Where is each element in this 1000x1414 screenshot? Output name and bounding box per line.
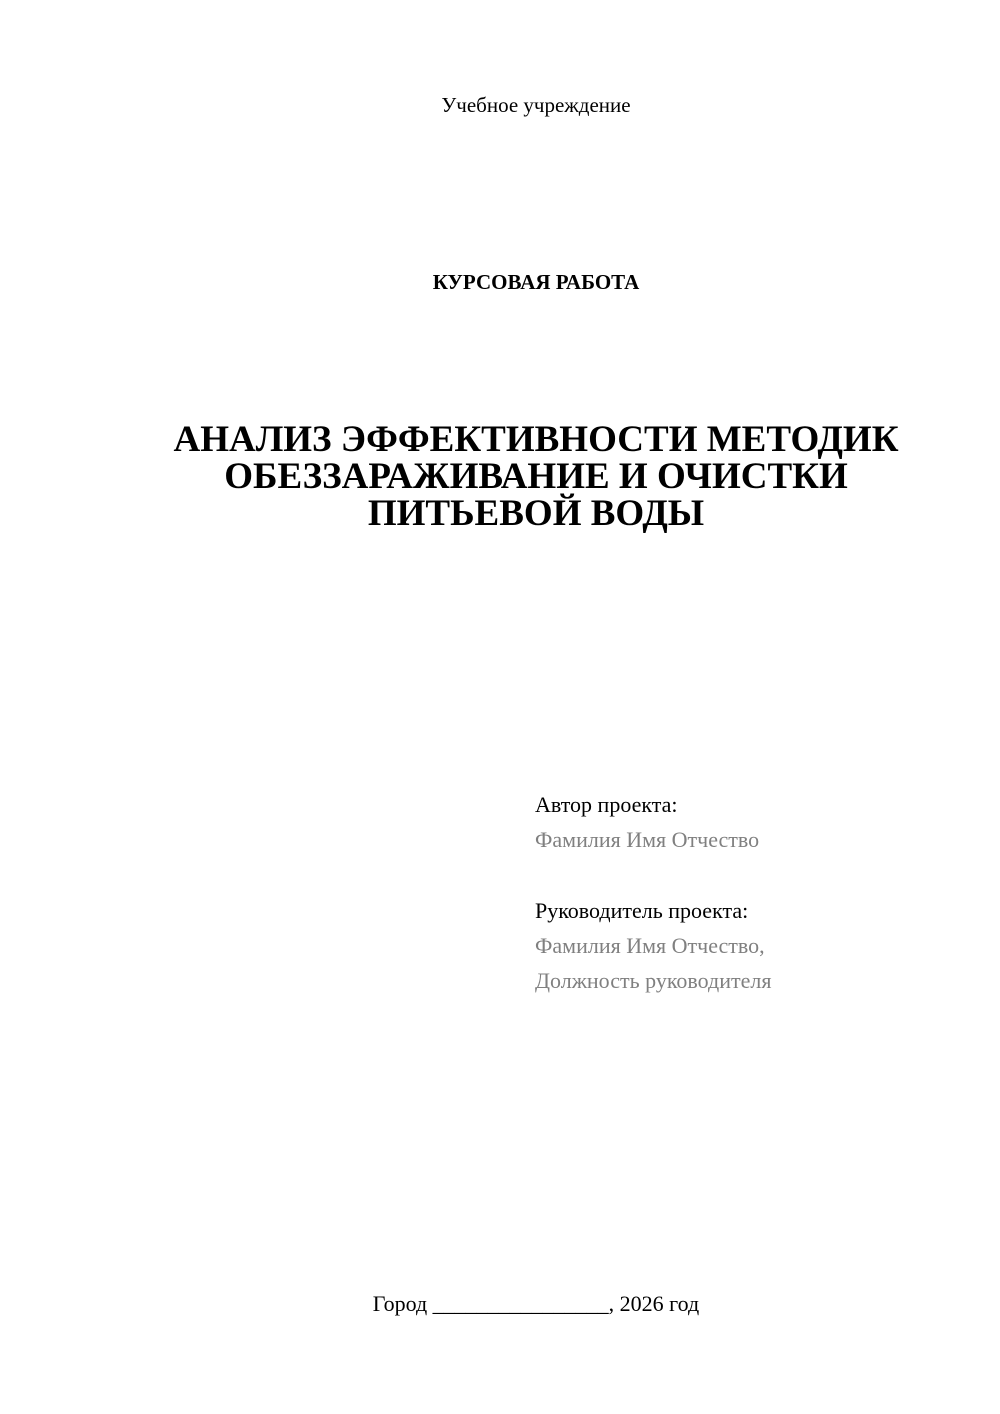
title-line-1: АНАЛИЗ ЭФФЕКТИВНОСТИ МЕТОДИК: [173, 419, 899, 460]
year-text: , 2026 год: [608, 1291, 700, 1316]
title-line-3: ПИТЬЕВОЙ ВОДЫ: [367, 493, 705, 534]
city-blank: ________________: [432, 1291, 609, 1316]
document-title: [150, 421, 922, 532]
supervisor-block: [535, 893, 975, 998]
title-line-2: ОБЕЗЗАРАЖИВАНИЕ И ОЧИСТКИ: [224, 456, 848, 497]
author-name: Фамилия Имя Отчество: [535, 827, 760, 852]
supervisor-name: Фамилия Имя Отчество,: [535, 933, 765, 958]
work-type-heading: КУРСОВАЯ РАБОТА: [432, 270, 640, 294]
city-label: Город: [372, 1291, 428, 1316]
supervisor-label: Руководитель проекта:: [535, 898, 749, 923]
author-label: Автор проекта:: [535, 792, 678, 817]
author-block: [535, 787, 975, 857]
supervisor-position: Должность руководителя: [535, 968, 772, 993]
institution-name: Учебное учреждение: [441, 93, 631, 117]
city-year-line: [0, 1288, 1000, 1320]
